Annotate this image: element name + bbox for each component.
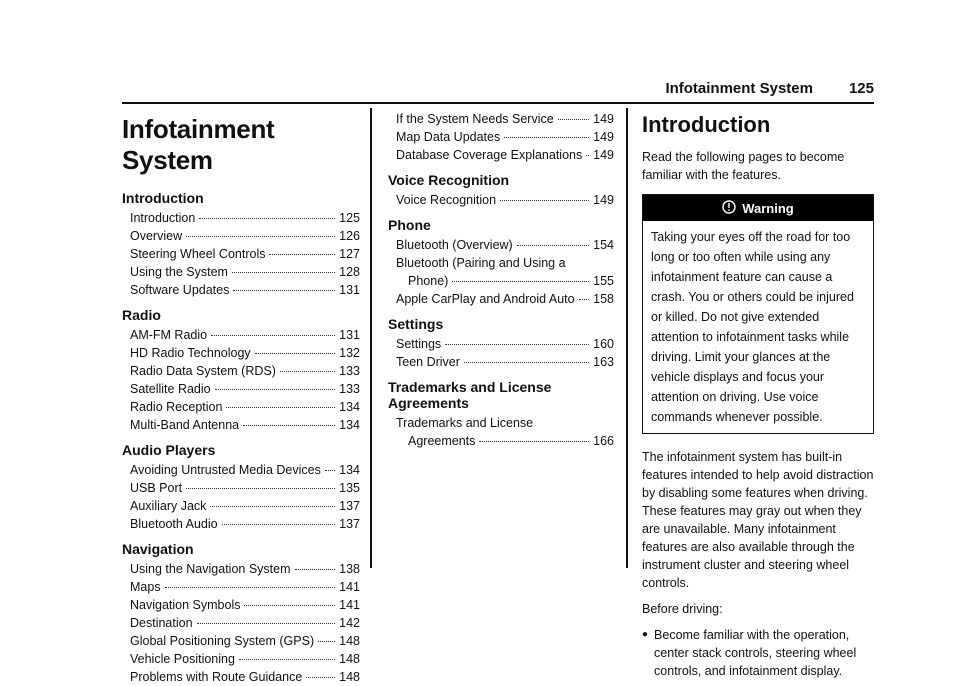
column-divider-2 — [626, 108, 628, 568]
section-title: Settings — [388, 316, 444, 332]
section-title: Audio Players — [122, 442, 216, 458]
page-header — [665, 80, 874, 97]
toc-section-audio-players — [122, 442, 360, 533]
toc-entry[interactable]: Map Data Updates 149 — [396, 130, 614, 144]
toc-entry[interactable]: Teen Driver 163 — [396, 355, 614, 369]
section-title: Radio — [122, 307, 161, 323]
toc-entry[interactable]: Global Positioning System (GPS) 148 — [130, 634, 360, 648]
toc-entry[interactable]: Software Updates 131 — [130, 283, 360, 297]
toc-entry[interactable]: HD Radio Technology 132 — [130, 346, 360, 360]
toc-section-introduction — [122, 190, 360, 299]
toc-section-phone — [388, 217, 614, 308]
warning-title: Warning — [742, 200, 794, 216]
intro-lead: Read the following pages to become familiar with the features. — [642, 150, 845, 182]
toc-entry[interactable]: Navigation Symbols 141 — [130, 598, 360, 612]
page-number: 125 — [848, 80, 874, 97]
toc-entry[interactable]: Vehicle Positioning 148 — [130, 652, 360, 666]
bullet-item — [642, 626, 874, 680]
toc-entry[interactable]: Satellite Radio 133 — [130, 382, 360, 396]
section-title: Trademarks and License Agreements — [388, 379, 552, 411]
toc-entry[interactable]: Apple CarPlay and Android Auto 158 — [396, 292, 614, 306]
toc-entry[interactable]: Bluetooth Audio 137 — [130, 517, 360, 531]
intro-heading: Introduction — [642, 112, 771, 137]
toc-entry[interactable]: Problems with Route Guidance 148 — [130, 670, 360, 684]
warning-icon — [722, 200, 736, 217]
warning-text: Taking your eyes off the road for too long or too often while using any infotainment feature can cause a crash. You or others could be injured or killed. Do not give extended attention to infotainment tasks while driving. Limit your glances at the vehicle displays and focus your attention on driving. Use voice commands whenever possible. — [651, 230, 854, 424]
toc-section-radio — [122, 307, 360, 434]
section-title: Introduction — [122, 190, 204, 206]
toc-section-trademarks — [388, 379, 614, 450]
column-divider-1 — [370, 108, 372, 568]
toc-entry[interactable]: Auxiliary Jack 137 — [130, 499, 360, 513]
bullet-icon: ● — [642, 629, 649, 640]
toc-entry[interactable]: Introduction 125 — [130, 211, 360, 225]
intro-column — [642, 108, 874, 680]
toc-entry[interactable]: Database Coverage Explanations 149 — [396, 148, 614, 162]
chapter-title: Infotainment System — [122, 114, 275, 175]
toc-column-1 — [122, 108, 360, 686]
toc-entry[interactable]: Bluetooth (Overview) 154 — [396, 238, 614, 252]
section-title: Phone — [388, 217, 431, 233]
toc-section-settings — [388, 316, 614, 371]
section-title: Voice Recognition — [388, 172, 510, 188]
section-title: Navigation — [122, 541, 194, 557]
toc-entry[interactable]: Settings 160 — [396, 337, 614, 351]
toc-entry[interactable]: Bluetooth (Pairing and Using a Phone) 155 — [396, 256, 614, 288]
toc-entry[interactable]: Voice Recognition 149 — [396, 193, 614, 207]
toc-entry[interactable]: Using the Navigation System 138 — [130, 562, 360, 576]
header-rule — [122, 102, 874, 104]
toc-entry[interactable]: Steering Wheel Controls 127 — [130, 247, 360, 261]
toc-entry[interactable]: Overview 126 — [130, 229, 360, 243]
toc-section-navigation — [122, 541, 360, 686]
toc-section-voice-recognition — [388, 172, 614, 209]
toc-entry[interactable]: USB Port 135 — [130, 481, 360, 495]
toc-entry[interactable]: Multi-Band Antenna 134 — [130, 418, 360, 432]
toc-entry[interactable]: If the System Needs Service 149 — [396, 112, 614, 126]
header-title: Infotainment System — [665, 80, 813, 97]
toc-entry[interactable]: Destination 142 — [130, 616, 360, 630]
warning-box — [642, 194, 874, 434]
toc-column-2 — [388, 108, 614, 450]
toc-entry[interactable]: Avoiding Untrusted Media Devices 134 — [130, 463, 360, 477]
toc-entry[interactable]: Trademarks and License Agreements 166 — [396, 416, 614, 448]
toc-entry[interactable]: Radio Data System (RDS) 133 — [130, 364, 360, 378]
before-driving: Before driving: — [642, 602, 723, 616]
toc-entry[interactable]: AM-FM Radio 131 — [130, 328, 360, 342]
bullet-text: Become familiar with the operation, center stack controls, steering wheel controls, and infotainment display. — [654, 628, 857, 678]
warning-header — [643, 195, 873, 221]
intro-body: The infotainment system has built-in features intended to help avoid distraction by disabling some features when driving. These features may gray out when they are unavailable. Many infotainment features are also available through the instrument cluster and steering wheel controls. — [642, 450, 874, 590]
toc-entry[interactable]: Radio Reception 134 — [130, 400, 360, 414]
toc-entry[interactable]: Using the System 128 — [130, 265, 360, 279]
toc-entry[interactable]: Maps 141 — [130, 580, 360, 594]
